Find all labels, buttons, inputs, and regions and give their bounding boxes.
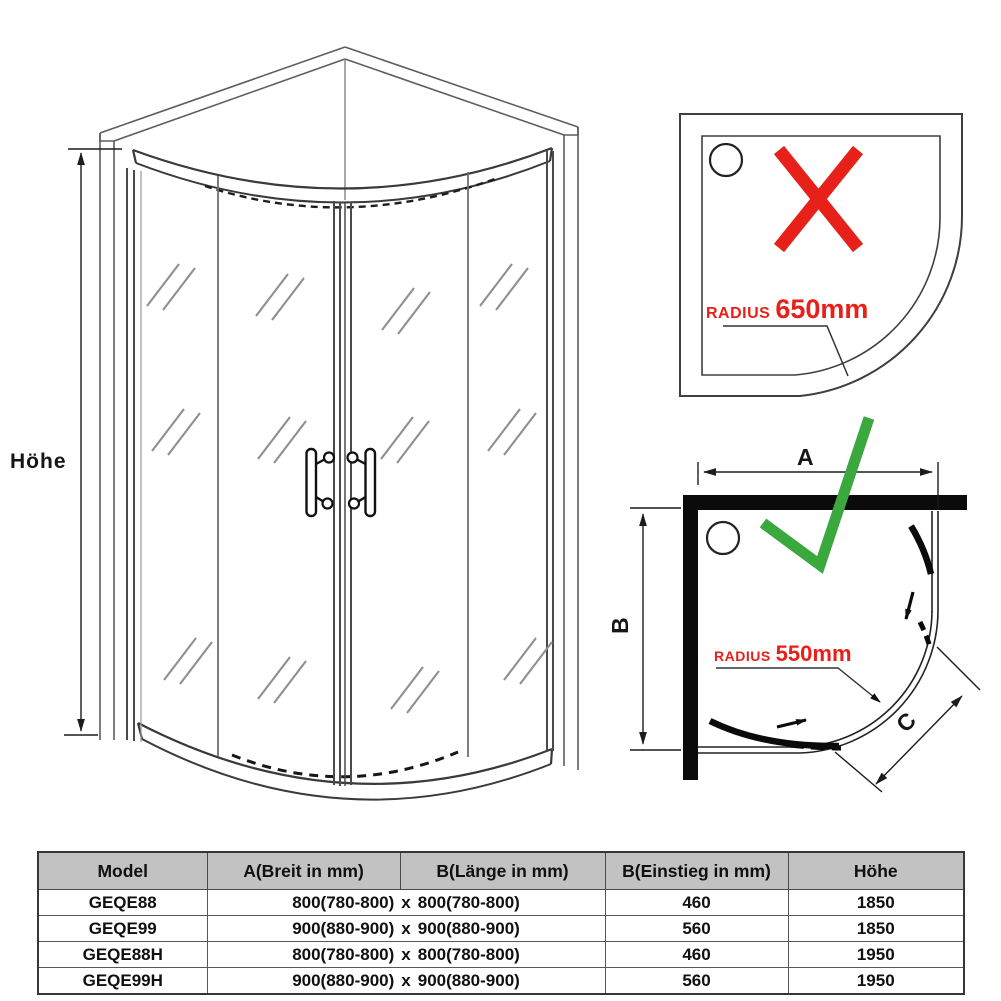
einstieg-cell: 560 — [605, 968, 788, 995]
table-row — [38, 968, 964, 995]
check-icon — [763, 418, 869, 565]
glass-panel-lines — [127, 150, 553, 786]
dimension-c-label: C — [890, 707, 922, 738]
col-einstieg: B(Einstieg in mm) — [605, 852, 788, 890]
radius-word: RADIUS — [706, 305, 771, 322]
dimension-a-label: A — [797, 444, 814, 470]
model-cell: GEQE88H — [38, 942, 207, 968]
table-row — [38, 890, 964, 916]
col-hoehe: Höhe — [788, 852, 964, 890]
radius-650-label — [706, 294, 868, 325]
model-cell: GEQE99H — [38, 968, 207, 995]
tray-top-view-approved — [630, 418, 980, 792]
model-cell: GEQE99 — [38, 916, 207, 942]
radius-550-leader — [716, 668, 880, 702]
table-header-row — [38, 852, 964, 890]
drain-circle — [710, 144, 742, 176]
einstieg-cell: 460 — [605, 942, 788, 968]
height-label: Höhe — [10, 450, 67, 473]
wall-top — [683, 495, 967, 510]
left-door-handle — [307, 449, 335, 516]
tray-top-view-rejected — [680, 114, 962, 396]
radius-value: 650mm — [775, 294, 869, 324]
dimensions-cell: 900(880-900) x 900(880-900) — [207, 916, 605, 942]
dimension-b — [630, 508, 681, 750]
radius-value: 550mm — [775, 641, 852, 666]
dimensions-cell: 900(880-900) x 900(880-900) — [207, 968, 605, 995]
shower-enclosure-drawing — [64, 47, 578, 800]
model-cell: GEQE88 — [38, 890, 207, 916]
wall-left — [683, 495, 698, 780]
radius-word: RADIUS — [714, 648, 771, 664]
einstieg-cell: 560 — [605, 916, 788, 942]
col-laenge: B(Länge in mm) — [400, 852, 605, 890]
table-row — [38, 942, 964, 968]
dimensions-cell: 800(780-800) x 800(780-800) — [207, 942, 605, 968]
hoehe-cell: 1950 — [788, 942, 964, 968]
einstieg-cell: 460 — [605, 890, 788, 916]
dimension-b-label: B — [606, 617, 633, 634]
drain-circle — [707, 522, 739, 554]
slide-arrow-right-door — [906, 592, 913, 619]
hoehe-cell: 1850 — [788, 916, 964, 942]
slide-arrow-bottom-door — [777, 720, 806, 727]
radius-550-label — [714, 641, 852, 667]
top-rail — [133, 148, 552, 207]
dimensions-cell: 800(780-800) x 800(780-800) — [207, 890, 605, 916]
glass-shine-marks — [147, 264, 552, 713]
size-spec-table — [37, 851, 965, 995]
col-breit: A(Breit in mm) — [207, 852, 400, 890]
hoehe-cell: 1850 — [788, 890, 964, 916]
table-row — [38, 916, 964, 942]
col-model: Model — [38, 852, 207, 890]
hoehe-cell: 1950 — [788, 968, 964, 995]
